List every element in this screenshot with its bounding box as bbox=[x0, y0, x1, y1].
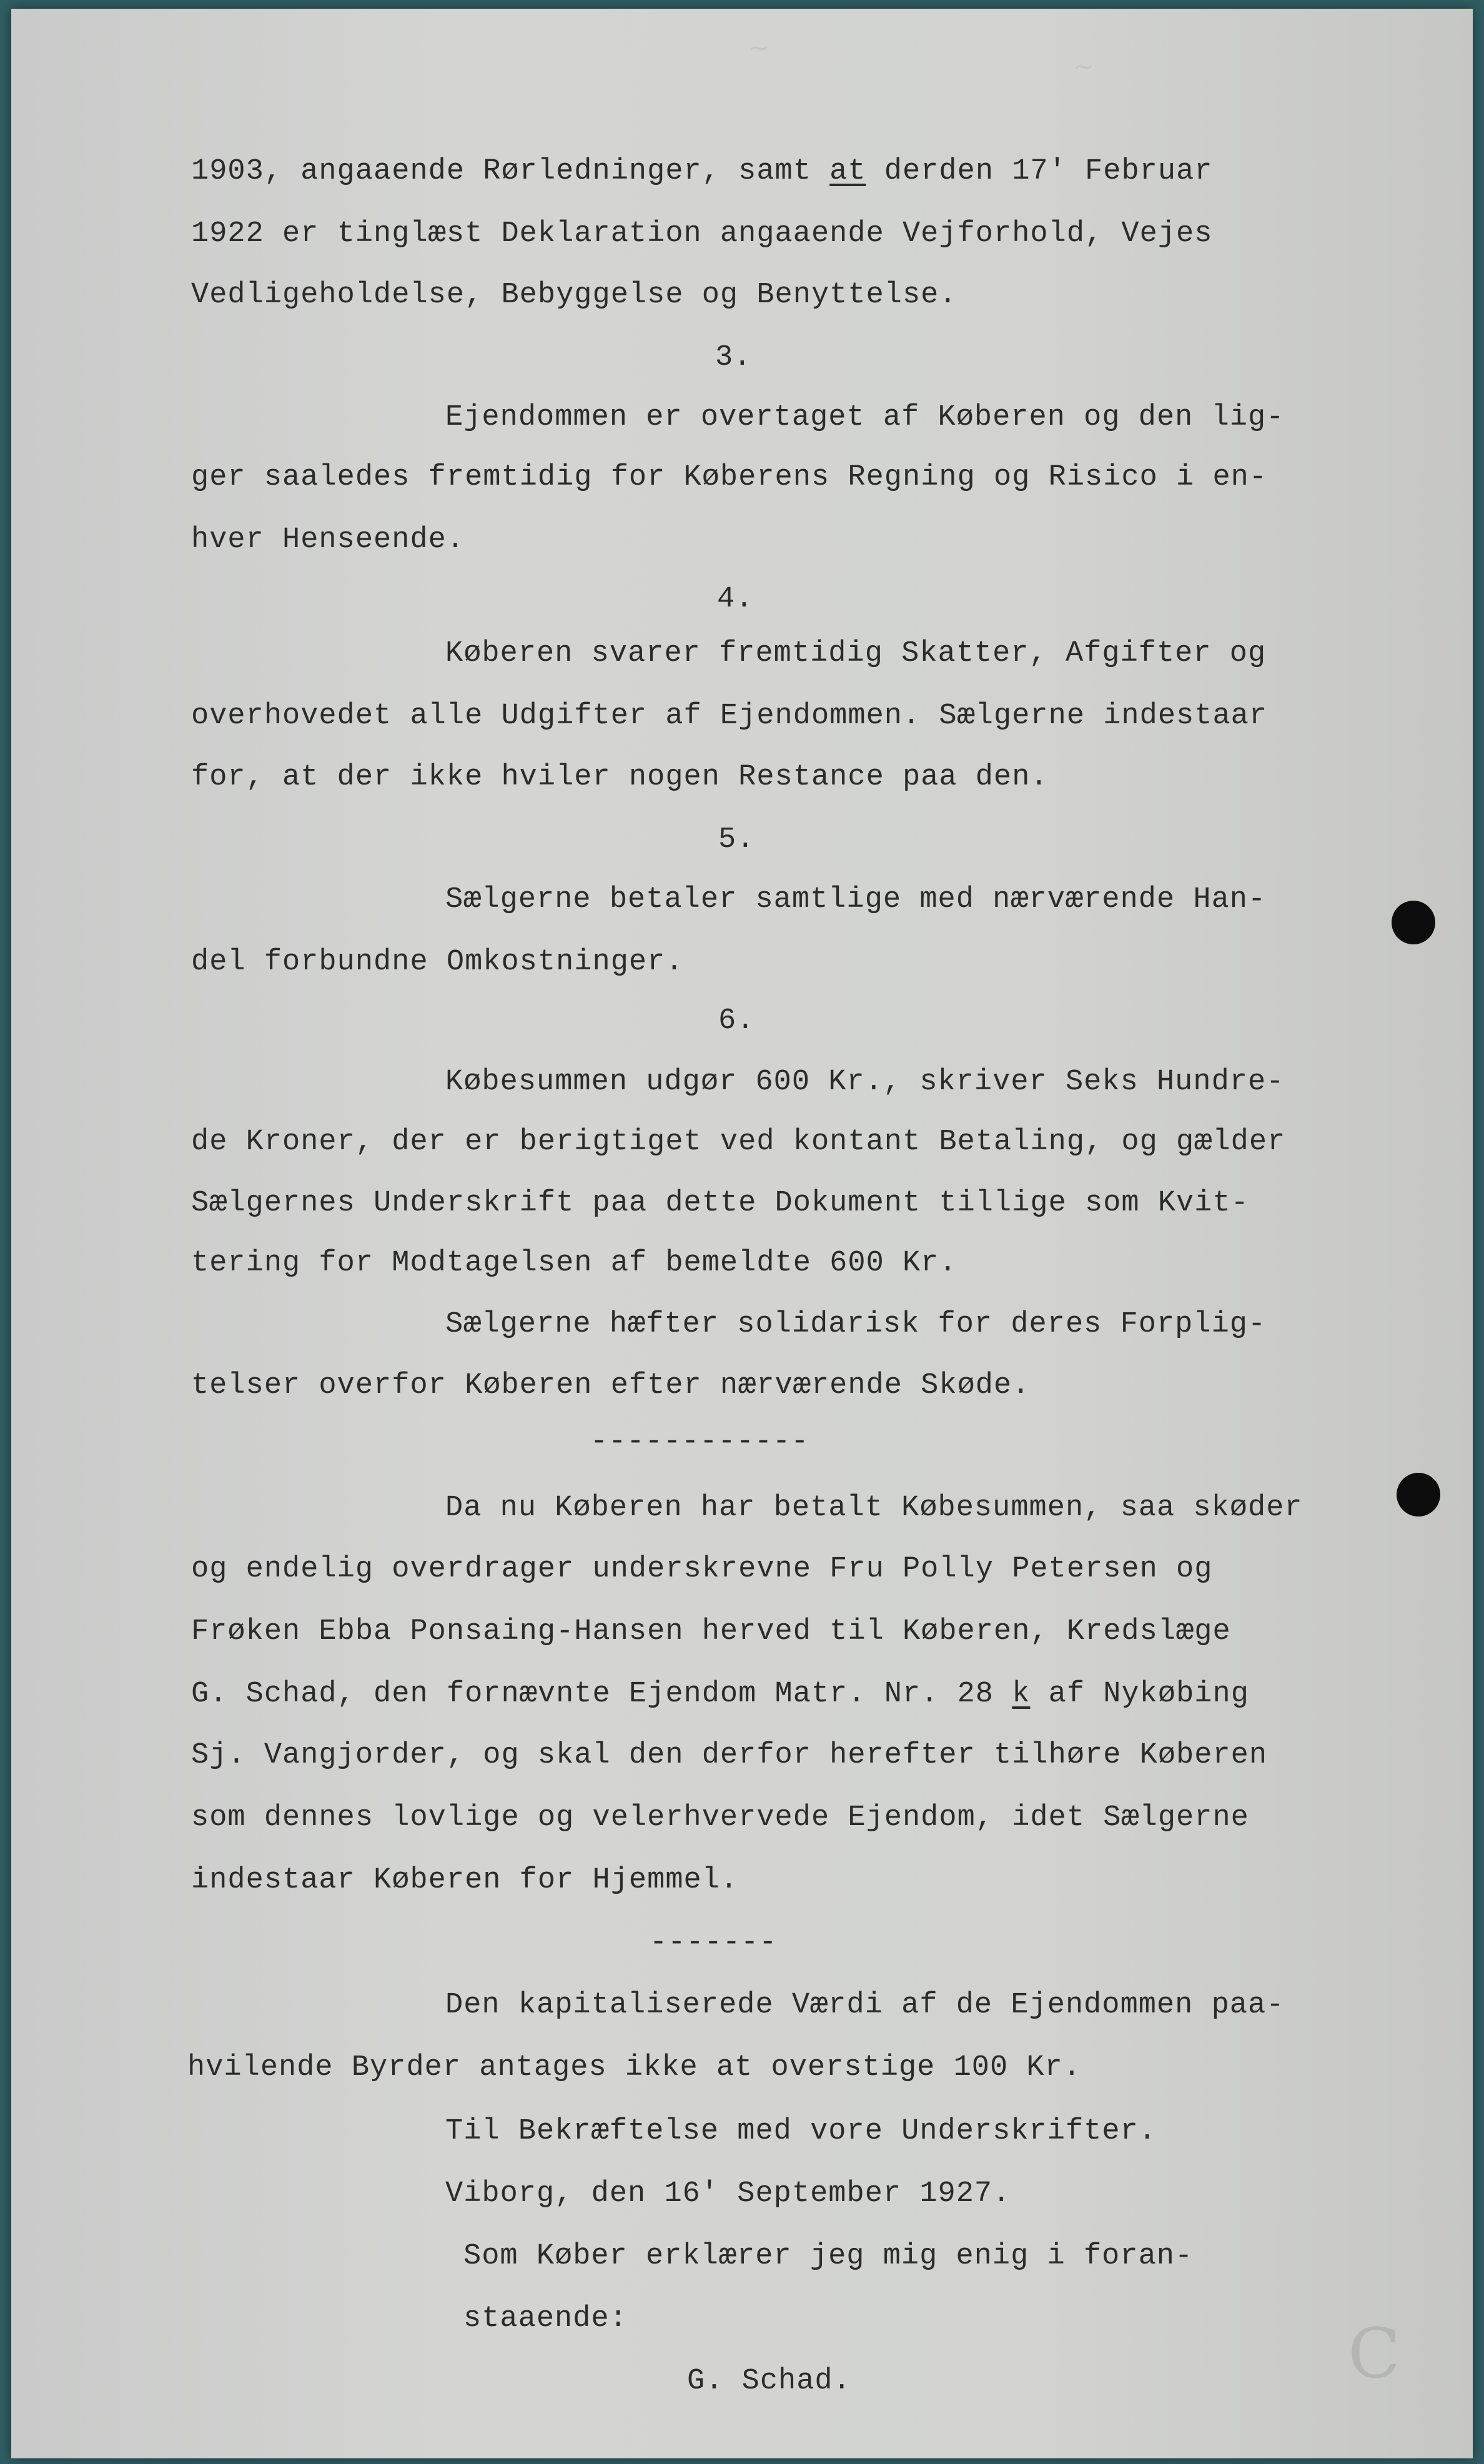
faint-stamp-mark: C bbox=[1348, 2313, 1401, 2393]
text-line: staaende: bbox=[463, 2302, 628, 2335]
bleed-through-mark: ~ bbox=[1073, 52, 1094, 81]
text-line: Frøken Ebba Ponsaing-Hansen herved til Køberen, Kredslæge bbox=[191, 1615, 1231, 1648]
section-number: 3. bbox=[715, 341, 752, 374]
text-line: Da nu Køberen har betalt Købesummen, saa skøder bbox=[445, 1492, 1303, 1525]
text-line: som dennes lovlige og velerhvervede Ejendom, idet Sælgerne bbox=[191, 1801, 1249, 1834]
text-line: G. Schad, den fornævnte Ejendom Matr. Nr. 28 k af Nykøbing bbox=[191, 1678, 1249, 1711]
text-line: tering for Modtagelsen af bemeldte 600 Kr. bbox=[191, 1247, 957, 1280]
text-line: 1922 er tinglæst Deklaration angaaende Vejforhold, Vejes bbox=[191, 217, 1213, 250]
bleed-through-mark: ~ bbox=[748, 34, 769, 62]
text-line: hver Henseende. bbox=[191, 523, 465, 557]
separator-dashes: ------------ bbox=[590, 1425, 809, 1458]
text-line: Den kapitaliserede Værdi af de Ejendommen paa- bbox=[445, 1989, 1285, 2022]
section-number: 5. bbox=[718, 823, 755, 856]
text-line: Til Bekræftelse med vore Underskrifter. bbox=[445, 2115, 1157, 2148]
text-line: del forbundne Omkostninger. bbox=[191, 946, 684, 979]
separator-dashes: ------- bbox=[650, 1926, 778, 1959]
signature-name: G. Schad. bbox=[687, 2365, 851, 2398]
text-line: telser overfor Køberen efter nærværende Skøde. bbox=[191, 1369, 1031, 1402]
text-line: hvilende Byrder antages ikke at overstige 100 Kr. bbox=[187, 2051, 1082, 2084]
text-line: Viborg, den 16' September 1927. bbox=[445, 2177, 1011, 2210]
text-line: 1903, angaaende Rørledninger, samt at derden 17' Februar bbox=[191, 155, 1213, 188]
text-line: Som Køber erklærer jeg mig enig i foran- bbox=[463, 2240, 1194, 2273]
text-line: overhovedet alle Udgifter af Ejendommen. Sælgerne indestaar bbox=[191, 700, 1268, 733]
text-line: de Kroner, der er berigtiget ved kontant Betaling, og gælder bbox=[191, 1126, 1286, 1159]
text-line: for, at der ikke hviler nogen Restance paa den. bbox=[191, 761, 1049, 794]
text-line: ger saaledes fremtidig for Køberens Regning og Risico i en- bbox=[191, 461, 1268, 494]
section-number: 6. bbox=[718, 1004, 755, 1037]
text-line: Sælgerne hæfter solidarisk for deres Forplig- bbox=[445, 1308, 1267, 1341]
text-line: Køberen svarer fremtidig Skatter, Afgifter og bbox=[445, 637, 1267, 670]
text-line: Sælgerne betaler samtlige med nærværende Han- bbox=[445, 883, 1267, 916]
text-line: Sælgernes Underskrift paa dette Dokument tillige som Kvit- bbox=[191, 1187, 1249, 1220]
text-line: Vedligeholdelse, Bebyggelse og Benyttelse. bbox=[191, 279, 957, 312]
text-line: indestaar Køberen for Hjemmel. bbox=[191, 1864, 739, 1897]
text-line: Købesummen udgør 600 Kr., skriver Seks Hundre- bbox=[445, 1066, 1285, 1099]
text-line: Sj. Vangjorder, og skal den derfor herefter tilhøre Køberen bbox=[191, 1739, 1268, 1772]
section-number: 4. bbox=[717, 583, 754, 616]
text-line: og endelig overdrager underskrevne Fru Polly Petersen og bbox=[191, 1553, 1213, 1586]
text-line: Ejendommen er overtaget af Køberen og den lig- bbox=[445, 401, 1285, 434]
